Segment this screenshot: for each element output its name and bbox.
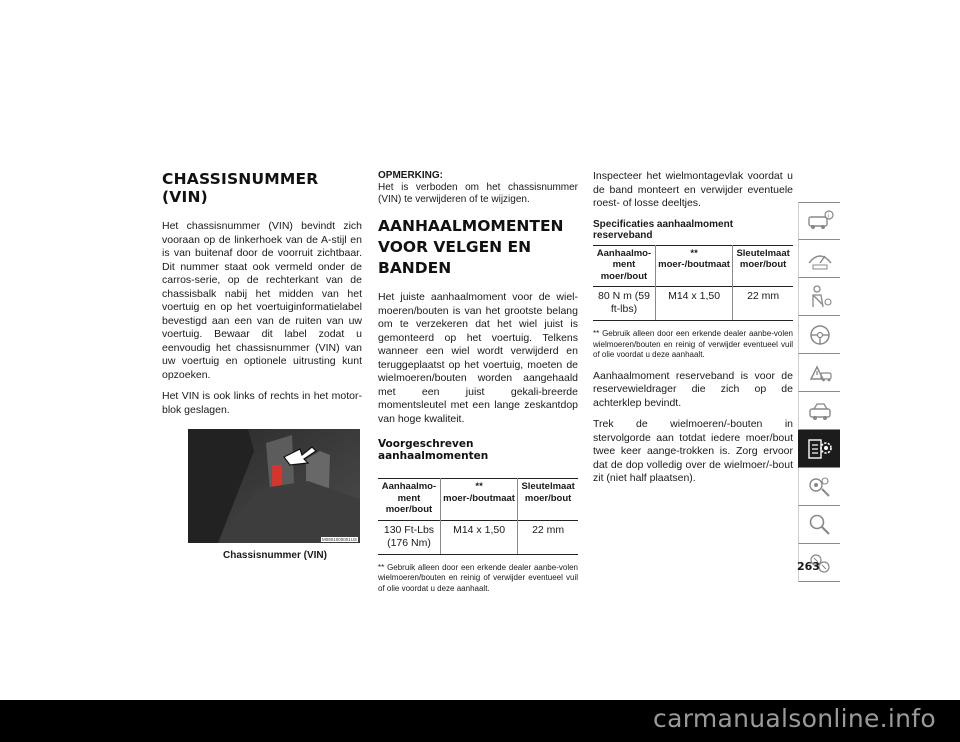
torque-heading-line-1: AANHAALMOMENTEN [378, 217, 564, 235]
vin-paragraph-1: Het chassisnummer (VIN) bevindt zich vooraan op de linkerhoek van de A-stijl en is van buitenaf door de voorruit zichtbaar. Dit nummer staat ook vermeld onder de carros-serie, op de rechterkant van de chassisbalk nabij het midden van het voertuig en op het voertuiginformatielabel bevestigd aan een van de ruiten van uw voertuig. Bewaar dit label zodat u eenvoudig het chassisnummer (VIN) van uw voertuig en optionele uitrusting kunt opzoeken. [162, 220, 362, 381]
section-title-vin: CHASSISNUMMER (VIN) [162, 170, 319, 206]
torque-table [378, 478, 578, 555]
tab-driving[interactable] [798, 316, 840, 354]
tab-emergency[interactable] [798, 354, 840, 392]
tighten-paragraph: Trek de wielmoeren/-bouten in stervolgorde aan totdat iedere moer/bout twee keer aange-trokken is. Zorg ervoor dat de dop volledig over de wielmoer/-bout zit (niet half plaatsen). [593, 418, 793, 484]
spare-spec-label: Specificaties aanhaalmoment reserveband [593, 218, 734, 241]
table-header: Sleutelmaat moer/bout [518, 479, 578, 521]
specifications-icon [805, 435, 835, 463]
table-header: ** moer-/boutmaat [440, 479, 517, 521]
table-cell: M14 x 1,50 [440, 520, 517, 554]
torque-subheading: Voorgeschreven aanhaalmomenten [378, 438, 489, 462]
table-cell: 130 Ft-Lbs (176 Nm) [378, 520, 440, 554]
table-row [593, 287, 793, 321]
vin-photo [188, 429, 360, 543]
watermark-text: carmanualsonline.info [653, 704, 936, 733]
note-text: Het is verboden om het chassisnummer (VIN) te verwijderen of te wijzigen. [378, 182, 578, 205]
tab-safety[interactable] [798, 278, 840, 316]
spare-paragraph: Aanhaalmoment reserveband is voor de reservewieldrager die zich op de achterklep bevindt. [593, 369, 793, 409]
car-info-icon [805, 207, 835, 235]
roadside-car-icon [805, 397, 835, 425]
spare-footnote: ** Gebruik alleen door een erkende dealer aanbe-volen wielmoeren/bouten en reinig of verwijder eventueel vuil of olie voordat u deze aanhaalt. [593, 329, 793, 359]
column-right [593, 170, 793, 494]
tab-index[interactable] [798, 506, 840, 544]
torque-footnote: ** Gebruik alleen door een erkende dealer aanbe-volen wielmoeren/bouten en reinig of verwijder eventueel vuil of olie voordat u deze aanhaalt. [378, 562, 578, 593]
tab-specifications[interactable] [798, 430, 840, 468]
chapter-sidebar [798, 202, 840, 582]
footer-bar [0, 700, 960, 742]
table-cell: 80 N m (59 ft-lbs) [593, 287, 655, 321]
spare-torque-table [593, 245, 793, 322]
tab-car-info[interactable] [798, 202, 840, 240]
tab-dashboard[interactable] [798, 240, 840, 278]
column-left [162, 170, 362, 561]
photo-caption: Chassisnummer (VIN) [223, 550, 327, 561]
seatbelt-icon [805, 283, 835, 311]
search-icon [805, 511, 835, 539]
column-middle [378, 170, 578, 603]
inspect-paragraph: Inspecteer het wielmontagevlak voordat u de band monteert en verwijder eventuele roest- of losse deeltjes. [593, 170, 793, 209]
tab-roadside[interactable] [798, 392, 840, 430]
table-row [378, 520, 578, 554]
table-header: ** moer-/boutmaat [655, 245, 732, 287]
table-header: Aanhaalmo-ment moer/bout [593, 245, 655, 287]
table-header: Sleutelmaat moer/bout [733, 245, 793, 287]
page-number: 263 [797, 560, 820, 573]
svg-text:i: i [827, 212, 829, 220]
section-title-torque [378, 216, 578, 279]
table-header-row [593, 245, 793, 287]
table-cell: 22 mm [733, 287, 793, 321]
table-header: Aanhaalmo-ment moer/bout [378, 479, 440, 521]
steering-wheel-icon [805, 321, 835, 349]
dashboard-icon [805, 245, 835, 273]
vin-photo-illustration [188, 429, 360, 543]
table-cell: 22 mm [518, 520, 578, 554]
note-label: OPMERKING: [378, 170, 443, 181]
vin-paragraph-2: Het VIN is ook links of rechts in het motor-blok geslagen. [162, 390, 362, 416]
table-header-row [378, 479, 578, 521]
torque-paragraph: Het juiste aanhaalmoment voor de wiel-moeren/bouten is van het grootste belang om te verzekeren dat het wiel juist is gemonteerd op het voertuig. Telkens wanneer een wiel wordt verwijderd en teruggeplaatst op het voertuig, moeten de wielmoeren/bouten worden aangehaald met een juist gekali-breerde momentsleutel met een lange zeskantdop van hoge kwaliteit. [378, 291, 578, 425]
table-cell: M14 x 1,50 [655, 287, 732, 321]
warning-car-icon [805, 359, 835, 387]
torque-heading-line-2: VOOR VELGEN EN BANDEN [378, 238, 532, 277]
image-code: M0901000001US [321, 537, 357, 542]
tab-maintenance[interactable] [798, 468, 840, 506]
maintenance-icon [805, 473, 835, 501]
